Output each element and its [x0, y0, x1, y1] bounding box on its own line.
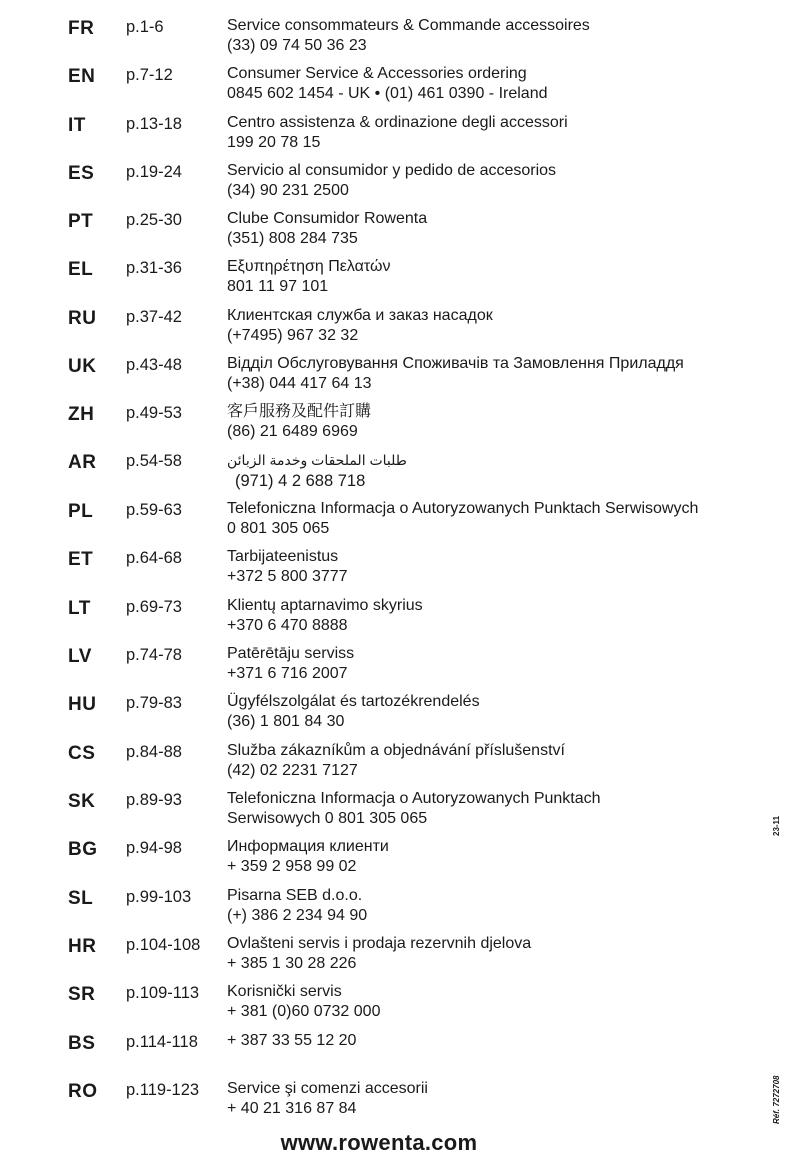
- service-name: Centro assistenza & ordinazione degli accessori: [227, 114, 568, 131]
- service-description: [227, 934, 531, 974]
- contact-row-ar: [0, 450, 760, 498]
- contact-row-hr: [0, 934, 760, 982]
- service-name: Ügyfélszolgálat és tartozékrendelés: [227, 693, 480, 710]
- page-range: p.19-24: [126, 163, 182, 181]
- contact-row-es: [0, 161, 760, 209]
- contact-row-ru: [0, 306, 760, 354]
- service-description: [227, 837, 389, 877]
- phone-number: (86) 21 6489 6969: [227, 423, 358, 440]
- contact-row-fr: [0, 16, 760, 64]
- contact-row-zh: [0, 402, 760, 450]
- service-name: Service şi comenzi accesorii: [227, 1080, 428, 1097]
- page-range: p.119-123: [126, 1081, 200, 1099]
- language-code: LT: [68, 598, 91, 619]
- contact-row-et: [0, 547, 760, 595]
- language-code: EL: [68, 259, 94, 280]
- service-description: [227, 450, 407, 491]
- language-code: SK: [68, 791, 96, 812]
- phone-number: 199 20 78 15: [227, 134, 321, 151]
- service-name: Клиентская служба и заказ насадок: [227, 307, 493, 324]
- page-range: p.74-78: [126, 646, 182, 664]
- contact-row-sr: [0, 982, 760, 1030]
- contact-row-bs: [0, 1031, 760, 1079]
- page-range: p.109-113: [126, 984, 200, 1002]
- language-code: EN: [68, 66, 96, 87]
- service-name: Telefoniczna Informacja o Autoryzowanych Punktach Serwisowych: [227, 500, 699, 517]
- service-name: Patērētāju serviss: [227, 645, 355, 662]
- contact-row-lt: [0, 596, 760, 644]
- page-range: p.59-63: [126, 501, 182, 519]
- service-name: Εξυπηρέτηση Πελατών: [227, 258, 391, 275]
- phone-number: + 40 21 316 87 84: [227, 1100, 357, 1117]
- phone-number: (+7495) 967 32 32: [227, 327, 359, 344]
- contact-row-bg: [0, 837, 760, 885]
- language-code: HU: [68, 694, 97, 715]
- phone-number: +372 5 800 3777: [227, 568, 348, 585]
- service-description: [227, 1079, 428, 1119]
- contact-row-sk: [0, 789, 760, 837]
- language-code: SR: [68, 984, 96, 1005]
- page-range: p.69-73: [126, 598, 182, 616]
- phone-number: +370 6 470 8888: [227, 617, 348, 634]
- phone-number: + 381 (0)60 0732 000: [227, 1003, 381, 1020]
- language-code: ET: [68, 549, 94, 570]
- service-name: Tarbijateenistus: [227, 548, 339, 565]
- language-code: PT: [68, 211, 94, 232]
- page-range: p.89-93: [126, 791, 182, 809]
- page-range: p.37-42: [126, 308, 182, 326]
- service-description: [227, 16, 590, 56]
- reference-number: Réf. 7272708: [772, 1075, 781, 1124]
- page-range: p.114-118: [126, 1033, 198, 1051]
- service-description: [227, 547, 348, 587]
- page-range: p.49-53: [126, 404, 182, 422]
- language-code: FR: [68, 18, 95, 39]
- language-code: RU: [68, 308, 97, 329]
- language-code: AR: [68, 452, 97, 473]
- service-description: [227, 789, 601, 829]
- phone-number: (+38) 044 417 64 13: [227, 375, 372, 392]
- language-code: CS: [68, 743, 96, 764]
- language-code: ES: [68, 163, 95, 184]
- language-code: PL: [68, 501, 94, 522]
- page-range: p.13-18: [126, 115, 182, 133]
- page-range: p.1-6: [126, 18, 164, 36]
- page-range: p.31-36: [126, 259, 182, 277]
- contact-row-sl: [0, 886, 760, 934]
- page-range: p.25-30: [126, 211, 182, 229]
- language-code: IT: [68, 115, 86, 136]
- phone-number: (971) 4 2 688 718: [235, 472, 366, 490]
- service-name: Služba zákazníkům a objednávání příslušenství: [227, 742, 565, 759]
- service-description: [227, 692, 480, 732]
- service-description: [227, 257, 390, 297]
- contact-row-hu: [0, 692, 760, 740]
- service-name: Service consommateurs & Commande accessoires: [227, 17, 590, 34]
- phone-number: (36) 1 801 84 30: [227, 713, 345, 730]
- phone-number: (34) 90 231 2500: [227, 182, 349, 199]
- service-name: Ovlašteni servis i prodaja rezervnih djelova: [227, 935, 532, 952]
- service-name: Clube Consumidor Rowenta: [227, 210, 428, 227]
- page-range: p.84-88: [126, 743, 182, 761]
- service-description: [227, 982, 380, 1022]
- page-range: p.64-68: [126, 549, 182, 567]
- service-name: + 387 33 55 12 20: [227, 1032, 357, 1049]
- service-description: [227, 499, 698, 539]
- service-description: [227, 306, 493, 346]
- service-name: Korisnički servis: [227, 983, 342, 1000]
- language-code: BG: [68, 839, 98, 860]
- language-code: RO: [68, 1081, 98, 1102]
- service-name: Telefoniczna Informacja o Autoryzowanych Punktach: [227, 790, 601, 807]
- page-range: p.94-98: [126, 839, 182, 857]
- website-url[interactable]: www.rowenta.com: [280, 1130, 478, 1155]
- service-description: [227, 402, 371, 442]
- phone-number: +371 6 716 2007: [227, 665, 348, 682]
- contact-row-pl: [0, 499, 760, 547]
- service-name: طلبات الملحقات وخدمة الزبائن: [227, 452, 407, 468]
- service-description: [227, 64, 547, 104]
- service-description: [227, 161, 556, 201]
- phone-number: + 359 2 958 99 02: [227, 858, 357, 875]
- phone-number: (33) 09 74 50 36 23: [227, 37, 367, 54]
- service-description: [227, 644, 354, 684]
- contact-row-uk: [0, 354, 760, 402]
- language-code: UK: [68, 356, 97, 377]
- contact-row-en: [0, 64, 760, 112]
- phone-number: Serwisowych 0 801 305 065: [227, 810, 428, 827]
- language-code: HR: [68, 936, 97, 957]
- contact-row-el: [0, 257, 760, 305]
- service-name: Відділ Обслуговування Споживачів та Замовлення Приладдя: [227, 355, 684, 372]
- phone-number: 0 801 305 065: [227, 520, 330, 537]
- contact-row-pt: [0, 209, 760, 257]
- contact-row-cs: [0, 741, 760, 789]
- service-description: [227, 113, 568, 153]
- language-code: ZH: [68, 404, 95, 425]
- service-description: [227, 741, 565, 781]
- service-description: [227, 209, 427, 249]
- language-code: BS: [68, 1033, 96, 1054]
- service-name: Информация клиенти: [227, 838, 389, 855]
- service-name: 客戶服務及配件訂購: [227, 403, 372, 420]
- service-description: [227, 596, 423, 636]
- page-range: p.79-83: [126, 694, 182, 712]
- phone-number: + 385 1 30 28 226: [227, 955, 357, 972]
- service-name: Servicio al consumidor y pedido de accesorios: [227, 162, 557, 179]
- page-range: p.99-103: [126, 888, 192, 906]
- contact-row-ro: [0, 1079, 760, 1127]
- phone-number: (42) 02 2231 7127: [227, 762, 358, 779]
- page-range: p.54-58: [126, 452, 182, 470]
- service-name: Pisarna SEB d.o.o.: [227, 887, 363, 904]
- print-date-code: 23-11: [772, 815, 781, 836]
- phone-number: 801 11 97 101: [227, 278, 329, 295]
- service-description: [227, 886, 367, 926]
- language-code: SL: [68, 888, 94, 909]
- phone-number: (351) 808 284 735: [227, 230, 358, 247]
- page-range: p.7-12: [126, 66, 173, 84]
- page-range: p.104-108: [126, 936, 201, 954]
- service-name: Klientų aptarnavimo skyrius: [227, 597, 423, 614]
- service-description: [227, 354, 684, 394]
- contact-row-lv: [0, 644, 760, 692]
- service-name: Consumer Service & Accessories ordering: [227, 65, 527, 82]
- page-range: p.43-48: [126, 356, 182, 374]
- service-description: [227, 1031, 356, 1051]
- language-code: LV: [68, 646, 92, 667]
- phone-number: 0845 602 1454 - UK • (01) 461 0390 - Ireland: [227, 85, 548, 102]
- phone-number: (+) 386 2 234 94 90: [227, 907, 368, 924]
- contact-row-it: [0, 113, 760, 161]
